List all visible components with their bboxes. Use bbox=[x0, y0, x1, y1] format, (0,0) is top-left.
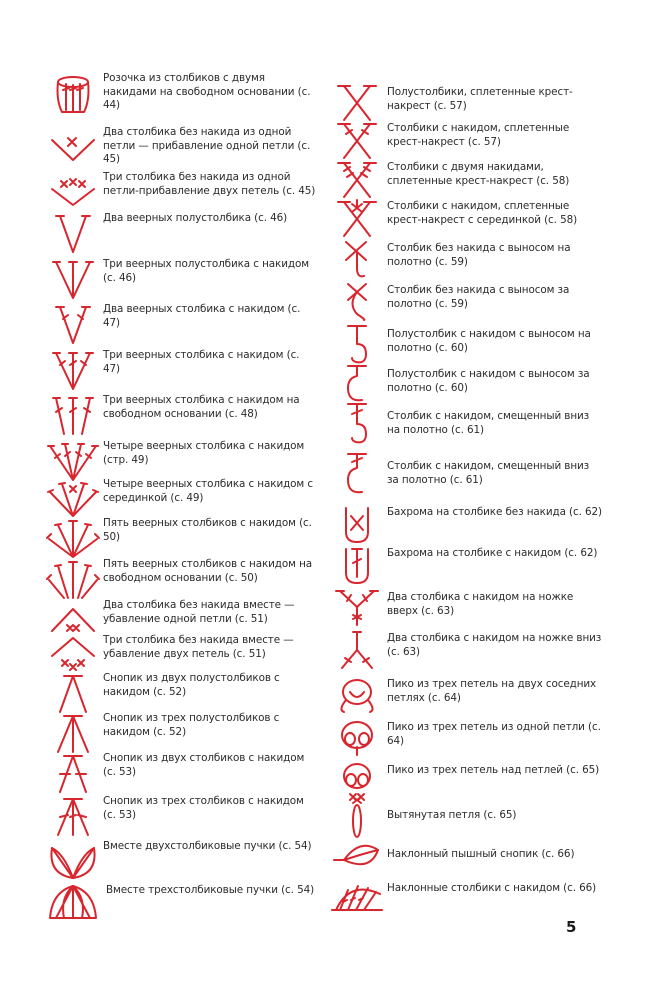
entry-label: Вместе трехстолбиковые пучки (с. 54) bbox=[106, 884, 315, 896]
fringe-sc-icon bbox=[330, 502, 384, 546]
entry-label: Три веерных столбика с накидом на свободном основании (с. 48) bbox=[103, 394, 300, 420]
crossed-tr-icon bbox=[330, 157, 384, 201]
entry-label: Два веерных полустолбика (с. 46) bbox=[103, 212, 288, 224]
entry-label: Столбик с накидом, смещенный вниз на полотно (с. 61) bbox=[387, 410, 590, 436]
three-hdc-cluster-icon bbox=[46, 712, 100, 756]
fringe-dc-icon bbox=[330, 543, 384, 587]
entry-label: Два столбика с накидом на ножке вверх (с. 63) bbox=[387, 591, 574, 617]
rosette-symbol-icon bbox=[46, 72, 100, 116]
entry-label: Снопик из двух столбиков с накидом (с. 53) bbox=[103, 752, 305, 778]
elongated-loop-icon bbox=[330, 795, 384, 839]
entry-label: Столбики с накидом, сплетенные крест-накрест с серединкой (с. 58) bbox=[387, 200, 578, 226]
spike-dc-back-icon bbox=[330, 452, 384, 496]
picot-two-stitches-icon bbox=[330, 672, 384, 716]
back-post-sc-icon bbox=[330, 280, 384, 324]
entry-label: Пико из трех петель над петлей (с. 65) bbox=[387, 764, 600, 776]
four-dc-fan-center-icon bbox=[46, 478, 100, 522]
entry-label: Четыре веерных столбика с накидом с серединкой (с. 49) bbox=[103, 478, 313, 504]
five-dc-fan-icon bbox=[46, 517, 100, 561]
entry-label: Столбик с накидом, смещенный вниз за полотно (с. 61) bbox=[387, 460, 590, 486]
three-dc-puff-icon bbox=[46, 878, 100, 922]
crossed-dc-center-icon bbox=[330, 196, 384, 240]
entry-label: Снопик из трех столбиков с накидом (с. 53) bbox=[103, 795, 304, 821]
five-dc-fan-free-base-icon bbox=[46, 558, 100, 602]
entry-label: Два столбика без накида вместе — убавление одной петли (с. 51) bbox=[103, 599, 295, 625]
three-sc-increase-icon bbox=[46, 171, 100, 215]
entry-label: Бахрома на столбике без накида (с. 62) bbox=[387, 506, 602, 518]
entry-label: Три столбика без накида вместе — убавление двух петель (с. 51) bbox=[103, 634, 294, 660]
slanted-dc-icon bbox=[330, 876, 384, 920]
entry-label: Снопик из двух полустолбиков с накидом (с. 52) bbox=[103, 672, 280, 698]
entry-label: Вместе двухстолбиковые пучки (с. 54) bbox=[103, 840, 312, 852]
entry-label: Пико из трех петель из одной петли (с. 64) bbox=[387, 721, 601, 747]
back-post-hdc-icon bbox=[330, 362, 384, 406]
entry-label: Столбик без накида с выносом за полотно (с. 59) bbox=[387, 284, 570, 310]
three-dc-cluster-icon bbox=[46, 795, 100, 839]
entry-label: Полустолбик с накидом с выносом за полотно (с. 60) bbox=[387, 368, 590, 394]
entry-label: Наклонные столбики с накидом (с. 66) bbox=[387, 882, 597, 894]
entry-label: Столбики с накидом, сплетенные крест-накрест (с. 57) bbox=[387, 122, 570, 148]
two-hdc-cluster-icon bbox=[46, 672, 100, 716]
entry-label: Два столбика без накида из одной петли — прибавление одной петли (с. 45) bbox=[103, 126, 311, 166]
entry-label: Пять веерных столбиков с накидом на свободном основании (с. 50) bbox=[103, 558, 313, 584]
entry-label: Три веерных столбика с накидом (с. 47) bbox=[103, 349, 300, 375]
front-post-sc-icon bbox=[330, 238, 384, 282]
entry-label: Три столбика без накида из одной петли-прибавление двух петель (с. 45) bbox=[103, 171, 316, 197]
three-hdc-fan-icon bbox=[46, 258, 100, 302]
entry-label: Вытянутая петля (с. 65) bbox=[387, 809, 517, 821]
entry-label: Пико из трех петель на двух соседних петлях (с. 64) bbox=[387, 678, 597, 704]
entry-label: Полустолбик с накидом с выносом на полотно (с. 60) bbox=[387, 328, 591, 354]
two-dc-fan-icon bbox=[46, 303, 100, 347]
entry-label: Три веерных полустолбика с накидом (с. 46) bbox=[103, 258, 309, 284]
three-dc-fan-icon bbox=[46, 349, 100, 393]
two-dc-cluster-icon bbox=[46, 752, 100, 796]
entry-label: Полустолбики, сплетенные крест-накрест (с. 57) bbox=[387, 86, 573, 112]
entry-label: Розочка из столбиков с двумя накидами на свободном основании (с. 44) bbox=[103, 72, 311, 112]
picot-one-stitch-icon bbox=[330, 715, 384, 759]
entry-label: Столбик без накида с выносом на полотно (с. 59) bbox=[387, 242, 571, 268]
two-dc-stem-down-icon bbox=[330, 628, 384, 672]
page-number: 5 bbox=[566, 918, 577, 936]
entry-label: Четыре веерных столбика с накидом (стр. 49) bbox=[103, 440, 305, 466]
entry-label: Наклонный пышный снопик (с. 66) bbox=[387, 848, 575, 860]
entry-label: Два столбика с накидом на ножке вниз (с. 63) bbox=[387, 632, 602, 658]
entry-label: Столбики с двумя накидами, сплетенные крест-накрест (с. 58) bbox=[387, 161, 570, 187]
three-dc-fan-free-base-icon bbox=[46, 394, 100, 438]
entry-label: Пять веерных столбиков с накидом (с. 50) bbox=[103, 517, 312, 543]
entry-label: Два веерных столбика с накидом (с. 47) bbox=[103, 303, 301, 329]
two-dc-stem-up-icon bbox=[330, 585, 384, 629]
two-hdc-fan-icon bbox=[46, 212, 100, 256]
front-post-hdc-icon bbox=[330, 322, 384, 366]
entry-label: Снопик из трех полустолбиков с накидом (с. 52) bbox=[103, 712, 280, 738]
entry-label: Бахрома на столбике с накидом (с. 62) bbox=[387, 547, 598, 559]
spike-dc-front-icon bbox=[330, 402, 384, 446]
two-sc-increase-icon bbox=[46, 126, 100, 170]
crossed-dc-icon bbox=[330, 118, 384, 162]
